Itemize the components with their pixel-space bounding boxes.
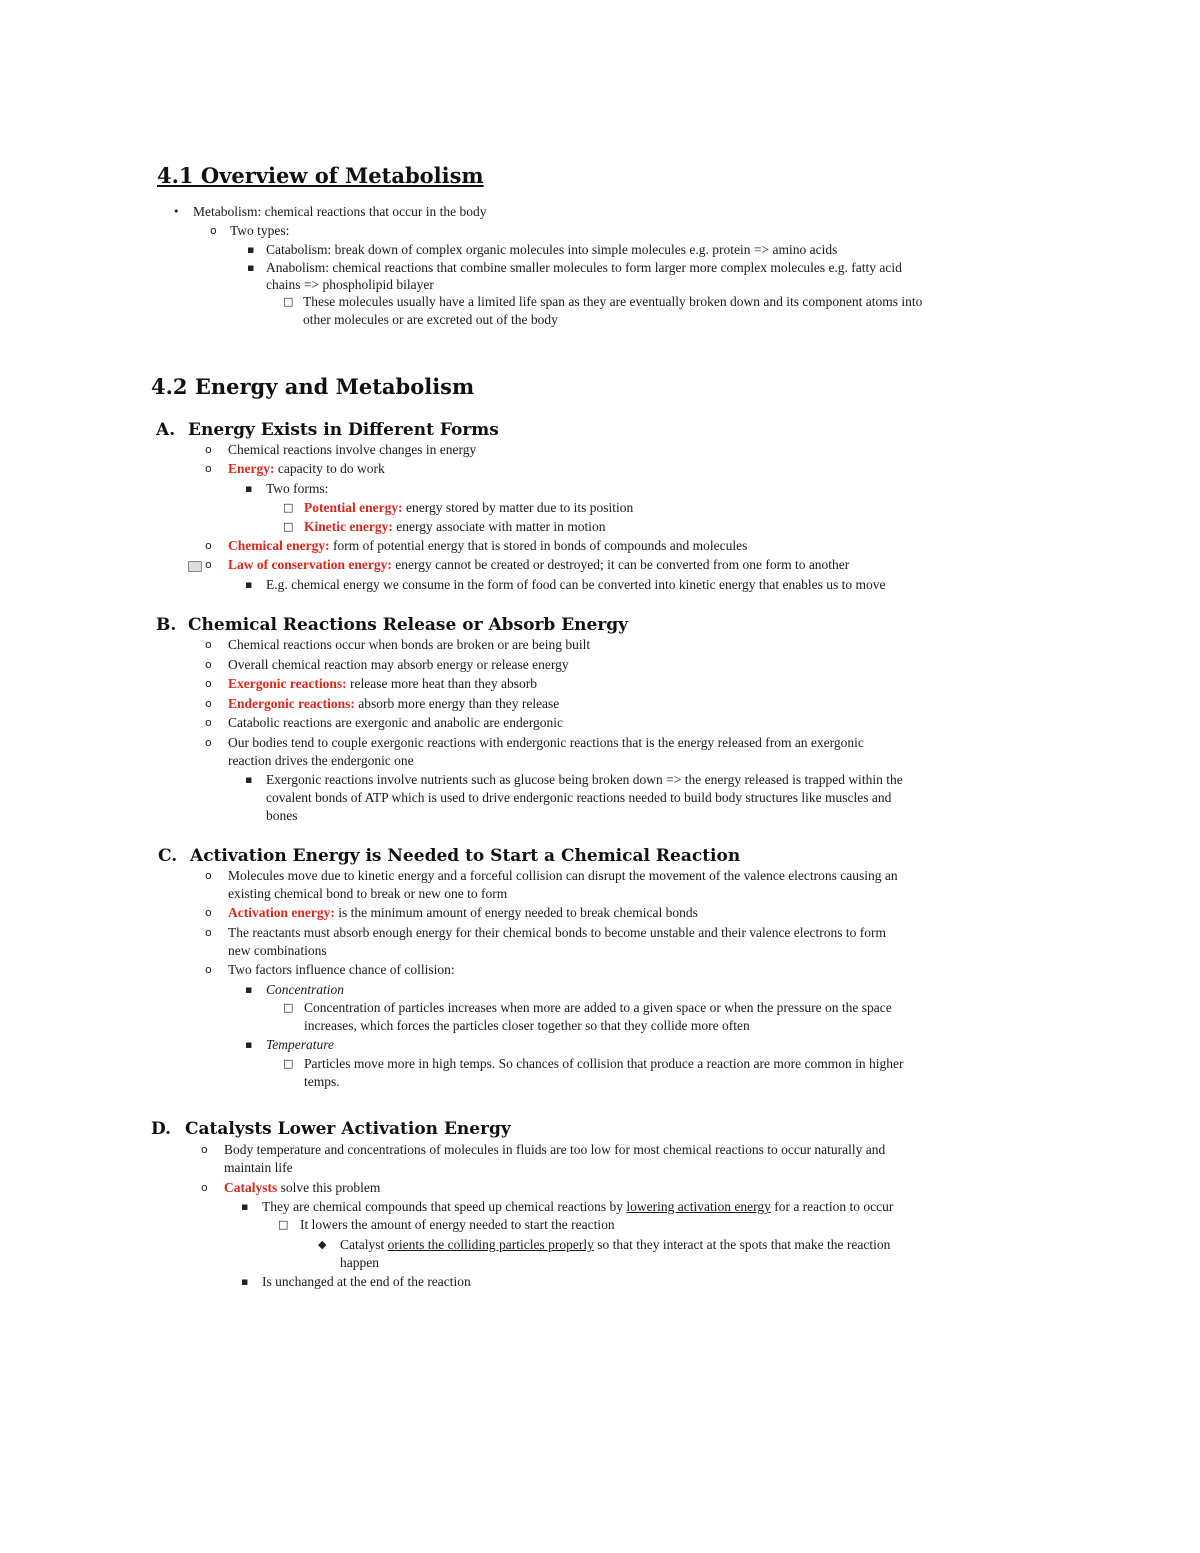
endergonic-line — [228, 695, 559, 713]
temperature-label: Temperature — [266, 1037, 335, 1052]
c-item-1-line-1: Molecules move due to kinetic energy and a forceful collision can disrupt the movement of the valence electrons causing an — [228, 868, 898, 883]
orient-line-1 — [340, 1236, 890, 1254]
speed-up-line — [262, 1198, 893, 1216]
energy-def: capacity to do work — [274, 461, 385, 476]
catalysts-line — [224, 1179, 380, 1197]
potential-def: energy stored by matter due to its position — [402, 500, 634, 515]
bullet-circle: o — [205, 697, 212, 710]
c-item-3-line-2: new combinations — [228, 943, 327, 958]
kinetic-term: Kinetic energy: — [304, 519, 393, 534]
bullet-circle: o — [205, 539, 212, 552]
exergonic-line — [228, 675, 537, 693]
endergonic-def: absorb more energy than they release — [354, 696, 560, 711]
c-item-3-line-1: The reactants must absorb enough energy for their chemical bonds to become unstable and their valence electrons to form — [228, 925, 887, 940]
catalysts-def: solve this problem — [277, 1180, 381, 1195]
bullet-square: ▪ — [247, 243, 255, 256]
b-item-6-line-2: reaction drives the endergonic one — [228, 753, 414, 768]
bullet-box: □ — [283, 520, 294, 533]
subsection-a-title: Energy Exists in Different Forms — [188, 420, 499, 440]
chemical-term: Chemical energy: — [228, 538, 330, 553]
subsection-b-heading — [156, 615, 628, 635]
anabolism-line-2: chains => phospholipid bilayer — [266, 277, 434, 292]
bullet-square: ▪ — [241, 1200, 249, 1213]
two-forms-line: Two forms: — [266, 481, 329, 496]
b-sub-line-1: Exergonic reactions involve nutrients such as glucose being broken down => the energy released is trapped within the — [266, 772, 903, 787]
bullet-square: ▪ — [245, 773, 253, 786]
exergonic-term: Exergonic reactions: — [228, 676, 347, 691]
bullet-box: □ — [283, 1057, 294, 1070]
a-energy-line — [228, 460, 385, 478]
b-item-1: Chemical reactions occur when bonds are broken or are being built — [228, 637, 591, 652]
bullet-circle: o — [210, 224, 217, 237]
bullet-circle: o — [205, 443, 212, 456]
b-sub-line-3: bones — [266, 808, 298, 823]
lifespan-line-1: These molecules usually have a limited life span as they are eventually broken down and its component atoms into — [303, 294, 923, 309]
lowering-activation-energy-text: lowering activation energy — [626, 1199, 771, 1214]
bullet-square: ▪ — [245, 482, 253, 495]
subsection-b-title: Chemical Reactions Release or Absorb Energy — [188, 615, 629, 635]
metabolism-line: Metabolism: chemical reactions that occur in the body — [193, 204, 487, 219]
bullet-circle: o — [205, 906, 212, 919]
subsection-c-heading — [158, 846, 740, 866]
bullet-box: □ — [283, 295, 294, 308]
subsection-d-letter: D. — [151, 1119, 172, 1139]
subsection-a-heading — [156, 420, 499, 440]
d-item-1-line-2: maintain life — [224, 1160, 293, 1175]
activation-term: Activation energy: — [228, 905, 335, 920]
bullet-circle: o — [201, 1143, 208, 1156]
c-item-4: Two factors influence chance of collision: — [228, 962, 455, 977]
law-def: energy cannot be created or destroyed; it can be converted from one form to another — [391, 557, 850, 572]
b-item-6-line-1: Our bodies tend to couple exergonic reactions with endergonic reactions that is the energy released from an exergonic — [228, 735, 864, 750]
subsection-c-letter: C. — [158, 846, 178, 866]
speed-text-a: They are chemical compounds that speed up chemical reactions by — [262, 1199, 627, 1214]
speed-text-b: for a reaction to occur — [770, 1199, 894, 1214]
bullet-square: ▪ — [245, 578, 253, 591]
bullet-circle: o — [205, 736, 212, 749]
catabolism-line: Catabolism: break down of complex organic molecules into simple molecules e.g. protein => amino acids — [266, 242, 838, 257]
catalysts-term: Catalysts — [224, 1180, 278, 1195]
comment-flag-icon — [188, 561, 202, 572]
a-item-1: Chemical reactions involve changes in energy — [228, 442, 477, 457]
endergonic-term: Endergonic reactions: — [228, 696, 355, 711]
kinetic-def: energy associate with matter in motion — [392, 519, 606, 534]
concentration-line-2: increases, which forces the particles closer together so that they collide more often — [304, 1018, 750, 1033]
subsection-b-letter: B. — [156, 615, 177, 635]
activation-def: is the minimum amount of energy needed to break chemical bonds — [334, 905, 698, 920]
temperature-line-2: temps. — [304, 1074, 340, 1089]
bullet-circle: o — [205, 462, 212, 475]
d-item-1-line-1: Body temperature and concentrations of molecules in fluids are too low for most chemical reactions to occur naturally and — [224, 1142, 886, 1157]
bullet-square: ▪ — [241, 1275, 249, 1288]
bullet-circle: o — [205, 658, 212, 671]
unchanged-line: Is unchanged at the end of the reaction — [262, 1274, 471, 1289]
bullet-box: □ — [283, 501, 294, 514]
concentration-label: Concentration — [266, 982, 344, 997]
potential-term: Potential energy: — [304, 500, 403, 515]
orient-text-b: so that they interact at the spots that make the reaction — [593, 1237, 891, 1252]
exergonic-def: release more heat than they absorb — [346, 676, 538, 691]
temperature-line-1: Particles move more in high temps. So chances of collision that produce a reaction are more common in higher — [304, 1056, 904, 1071]
kinetic-energy-line — [304, 518, 606, 536]
subsection-c-title: Activation Energy is Needed to Start a Chemical Reaction — [190, 846, 741, 866]
orient-text-a: Catalyst — [340, 1237, 388, 1252]
chemical-energy-line — [228, 537, 747, 555]
bullet-box: □ — [283, 1001, 294, 1014]
chemical-def: form of potential energy that is stored in bonds of compounds and molecules — [329, 538, 748, 553]
b-sub-line-2: covalent bonds of ATP which is used to drive endergonic reactions needed to build body structures like muscles and — [266, 790, 892, 805]
energy-term: Energy: — [228, 461, 275, 476]
concentration-line-1: Concentration of particles increases when more are added to a given space or when the pressure on the space — [304, 1000, 892, 1015]
bullet-box: □ — [278, 1218, 289, 1231]
eg-line: E.g. chemical energy we consume in the form of food can be converted into kinetic energy that enables us to move — [266, 577, 886, 592]
subsection-d-heading — [151, 1119, 511, 1139]
lowers-energy-line: It lowers the amount of energy needed to start the reaction — [300, 1217, 615, 1232]
bullet-diamond: ◆ — [318, 1238, 327, 1251]
orients-particles-text: orients the colliding particles properly — [387, 1237, 594, 1252]
bullet-circle: o — [205, 926, 212, 939]
lifespan-line-2: other molecules or are excreted out of the body — [303, 312, 558, 327]
bullet-circle: o — [205, 638, 212, 651]
bullet-circle: o — [205, 716, 212, 729]
subsection-a-letter: A. — [156, 420, 176, 440]
c-item-1-line-2: existing chemical bond to break or new one to form — [228, 886, 508, 901]
b-item-2: Overall chemical reaction may absorb energy or release energy — [228, 657, 569, 672]
law-conservation-line — [228, 556, 849, 574]
bullet-circle: o — [205, 869, 212, 882]
section-4-1-title: 4.1 Overview of Metabolism — [157, 163, 484, 188]
bullet-circle: o — [205, 558, 212, 571]
bullet-square: ▪ — [245, 983, 253, 996]
bullet-disc: • — [173, 205, 180, 218]
activation-energy-line — [228, 904, 698, 922]
two-types-line: Two types: — [230, 223, 290, 238]
potential-energy-line — [304, 499, 633, 517]
section-4-2-title: 4.2 Energy and Metabolism — [151, 374, 475, 399]
bullet-circle: o — [205, 963, 212, 976]
law-term: Law of conservation energy: — [228, 557, 392, 572]
bullet-square: ▪ — [245, 1038, 253, 1051]
bullet-circle: o — [201, 1181, 208, 1194]
bullet-square: ▪ — [247, 261, 255, 274]
b-item-5: Catabolic reactions are exergonic and anabolic are endergonic — [228, 715, 563, 730]
anabolism-line-1: Anabolism: chemical reactions that combine smaller molecules to form larger more complex molecules e.g. fatty acid — [266, 260, 902, 275]
bullet-circle: o — [205, 677, 212, 690]
orient-line-2: happen — [340, 1255, 379, 1270]
subsection-d-title: Catalysts Lower Activation Energy — [185, 1119, 511, 1139]
